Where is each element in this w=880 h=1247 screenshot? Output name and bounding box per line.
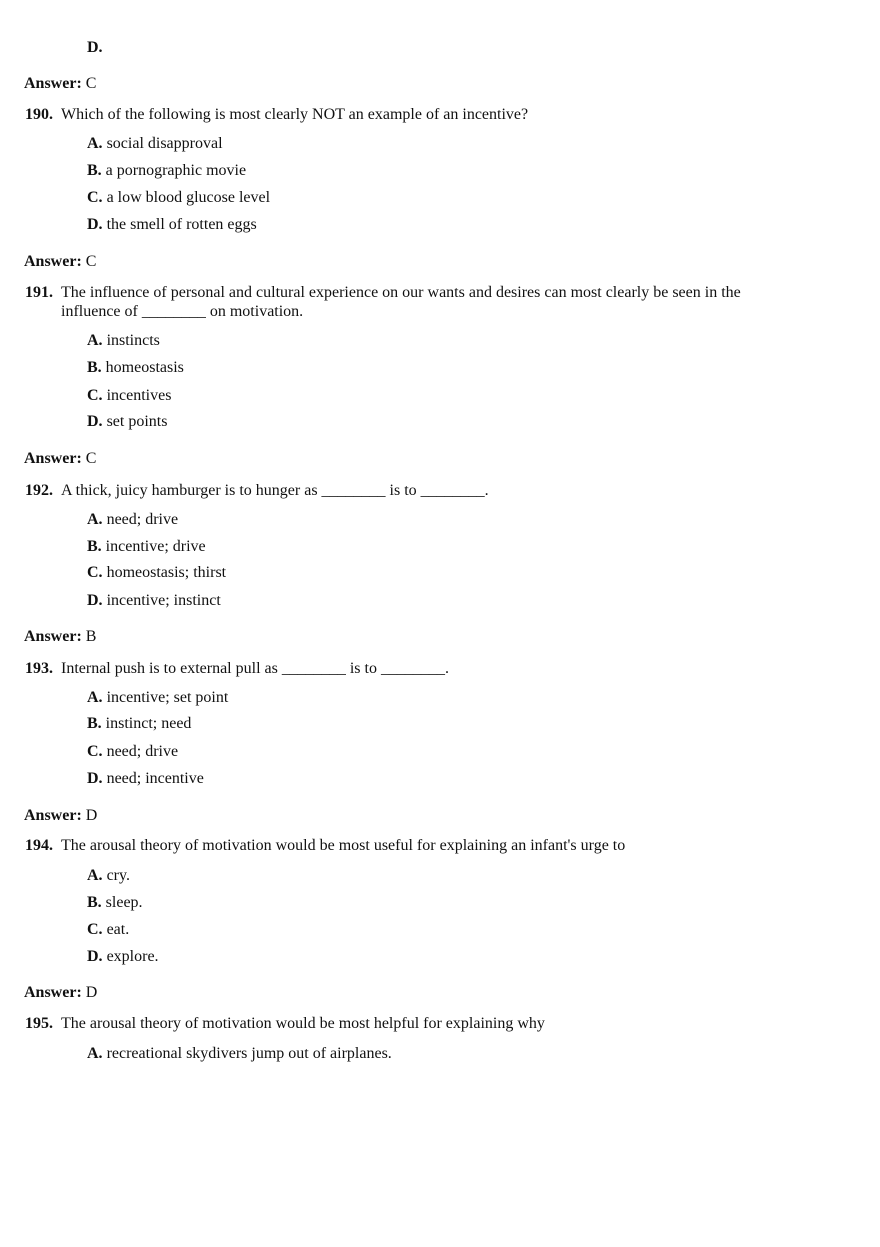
option-text: homeostasis; thirst [106, 564, 227, 581]
option-letter: D. [87, 592, 103, 609]
option-a [87, 331, 160, 351]
answer-190 [24, 252, 96, 272]
option-letter: D. [87, 39, 103, 56]
option-letter: C. [87, 564, 103, 581]
question-number: 195. [25, 1015, 53, 1032]
option-text: homeostasis [105, 359, 184, 376]
option-text: the smell of rotten eggs [106, 216, 257, 233]
option-letter: D. [87, 216, 103, 233]
option-letter: C. [87, 189, 103, 206]
option-text: eat. [106, 921, 130, 938]
option-letter: D. [87, 948, 103, 965]
option-text: incentive; drive [105, 538, 206, 555]
question-number: 193. [25, 660, 53, 677]
option-c [87, 742, 178, 762]
option-text: set points [106, 413, 168, 430]
answer-value: D [85, 984, 98, 1001]
option-text: incentive; set point [106, 689, 229, 706]
option-letter: B. [87, 538, 102, 555]
option-text: need; drive [106, 743, 179, 760]
option-d [87, 769, 204, 789]
option-text: instincts [106, 332, 160, 349]
option-letter: C. [87, 921, 103, 938]
answer-label: Answer: [24, 628, 82, 645]
option-c [87, 920, 129, 940]
answer-label: Answer: [24, 984, 82, 1001]
option-a [87, 510, 178, 530]
answer-label: Answer: [24, 253, 82, 270]
option-a [87, 1044, 392, 1064]
answer-189 [24, 74, 96, 94]
option-letter: C. [87, 387, 103, 404]
question-text: The arousal theory of motivation would be most useful for explaining an infant's urge to [61, 837, 626, 854]
answer-value: C [85, 253, 97, 270]
option-letter: B. [87, 894, 102, 911]
option-text: incentives [106, 387, 172, 404]
option-letter: D. [87, 413, 103, 430]
question-text: A thick, juicy hamburger is to hunger as ________ is to ________. [61, 482, 489, 499]
answer-label: Answer: [24, 807, 82, 824]
option-letter: A. [87, 511, 103, 528]
answer-192 [24, 627, 96, 647]
option-c [87, 563, 226, 583]
question-number: 190. [25, 106, 53, 123]
option-text: a low blood glucose level [106, 189, 271, 206]
option-letter: A. [87, 332, 103, 349]
question-text: Internal push is to external pull as ________ is to ________. [61, 660, 449, 677]
option-a [87, 134, 223, 154]
option-letter: B. [87, 162, 102, 179]
answer-193 [24, 806, 97, 826]
option-a [87, 688, 228, 708]
question-number: 191. [25, 284, 53, 301]
option-d [87, 412, 167, 432]
answer-191 [24, 449, 96, 469]
option-text: social disapproval [106, 135, 223, 152]
option-text: need; drive [106, 511, 179, 528]
answer-value: B [85, 628, 97, 645]
option-letter: C. [87, 743, 103, 760]
option-text: cry. [106, 867, 130, 884]
answer-194 [24, 983, 97, 1003]
option-text: explore. [106, 948, 159, 965]
option-b [87, 714, 191, 734]
option-letter: A. [87, 135, 103, 152]
question-text-line1: The influence of personal and cultural experience on our wants and desires can most clearly be seen in the [61, 284, 741, 301]
option-c [87, 188, 270, 208]
option-text: sleep. [105, 894, 143, 911]
answer-value: C [85, 75, 97, 92]
answer-value: D [85, 807, 98, 824]
question-number: 194. [25, 837, 53, 854]
option-b [87, 893, 143, 913]
option-c [87, 386, 171, 406]
option-text: recreational skydivers jump out of airplanes. [106, 1045, 392, 1062]
option-text: need; incentive [106, 770, 204, 787]
question-text: The arousal theory of motivation would be most helpful for explaining why [61, 1015, 545, 1032]
option-b [87, 358, 184, 378]
option-text: a pornographic movie [105, 162, 247, 179]
option-d [87, 591, 221, 611]
option-letter: A. [87, 1045, 103, 1062]
answer-label: Answer: [24, 75, 82, 92]
option-d [87, 947, 159, 967]
option-letter: A. [87, 867, 103, 884]
option-letter: D. [87, 770, 103, 787]
option-letter: B. [87, 359, 102, 376]
option-b [87, 537, 206, 557]
question-text: Which of the following is most clearly NOT an example of an incentive? [61, 106, 529, 123]
question-text-line2: influence of ________ on motivation. [61, 303, 304, 320]
option-text: instinct; need [105, 715, 192, 732]
option-b [87, 161, 246, 181]
answer-label: Answer: [24, 450, 82, 467]
option-text: incentive; instinct [106, 592, 221, 609]
option-letter: B. [87, 715, 102, 732]
answer-value: C [85, 450, 97, 467]
option-a [87, 866, 130, 886]
question-number: 192. [25, 482, 53, 499]
option-d [87, 215, 257, 235]
option-letter: A. [87, 689, 103, 706]
